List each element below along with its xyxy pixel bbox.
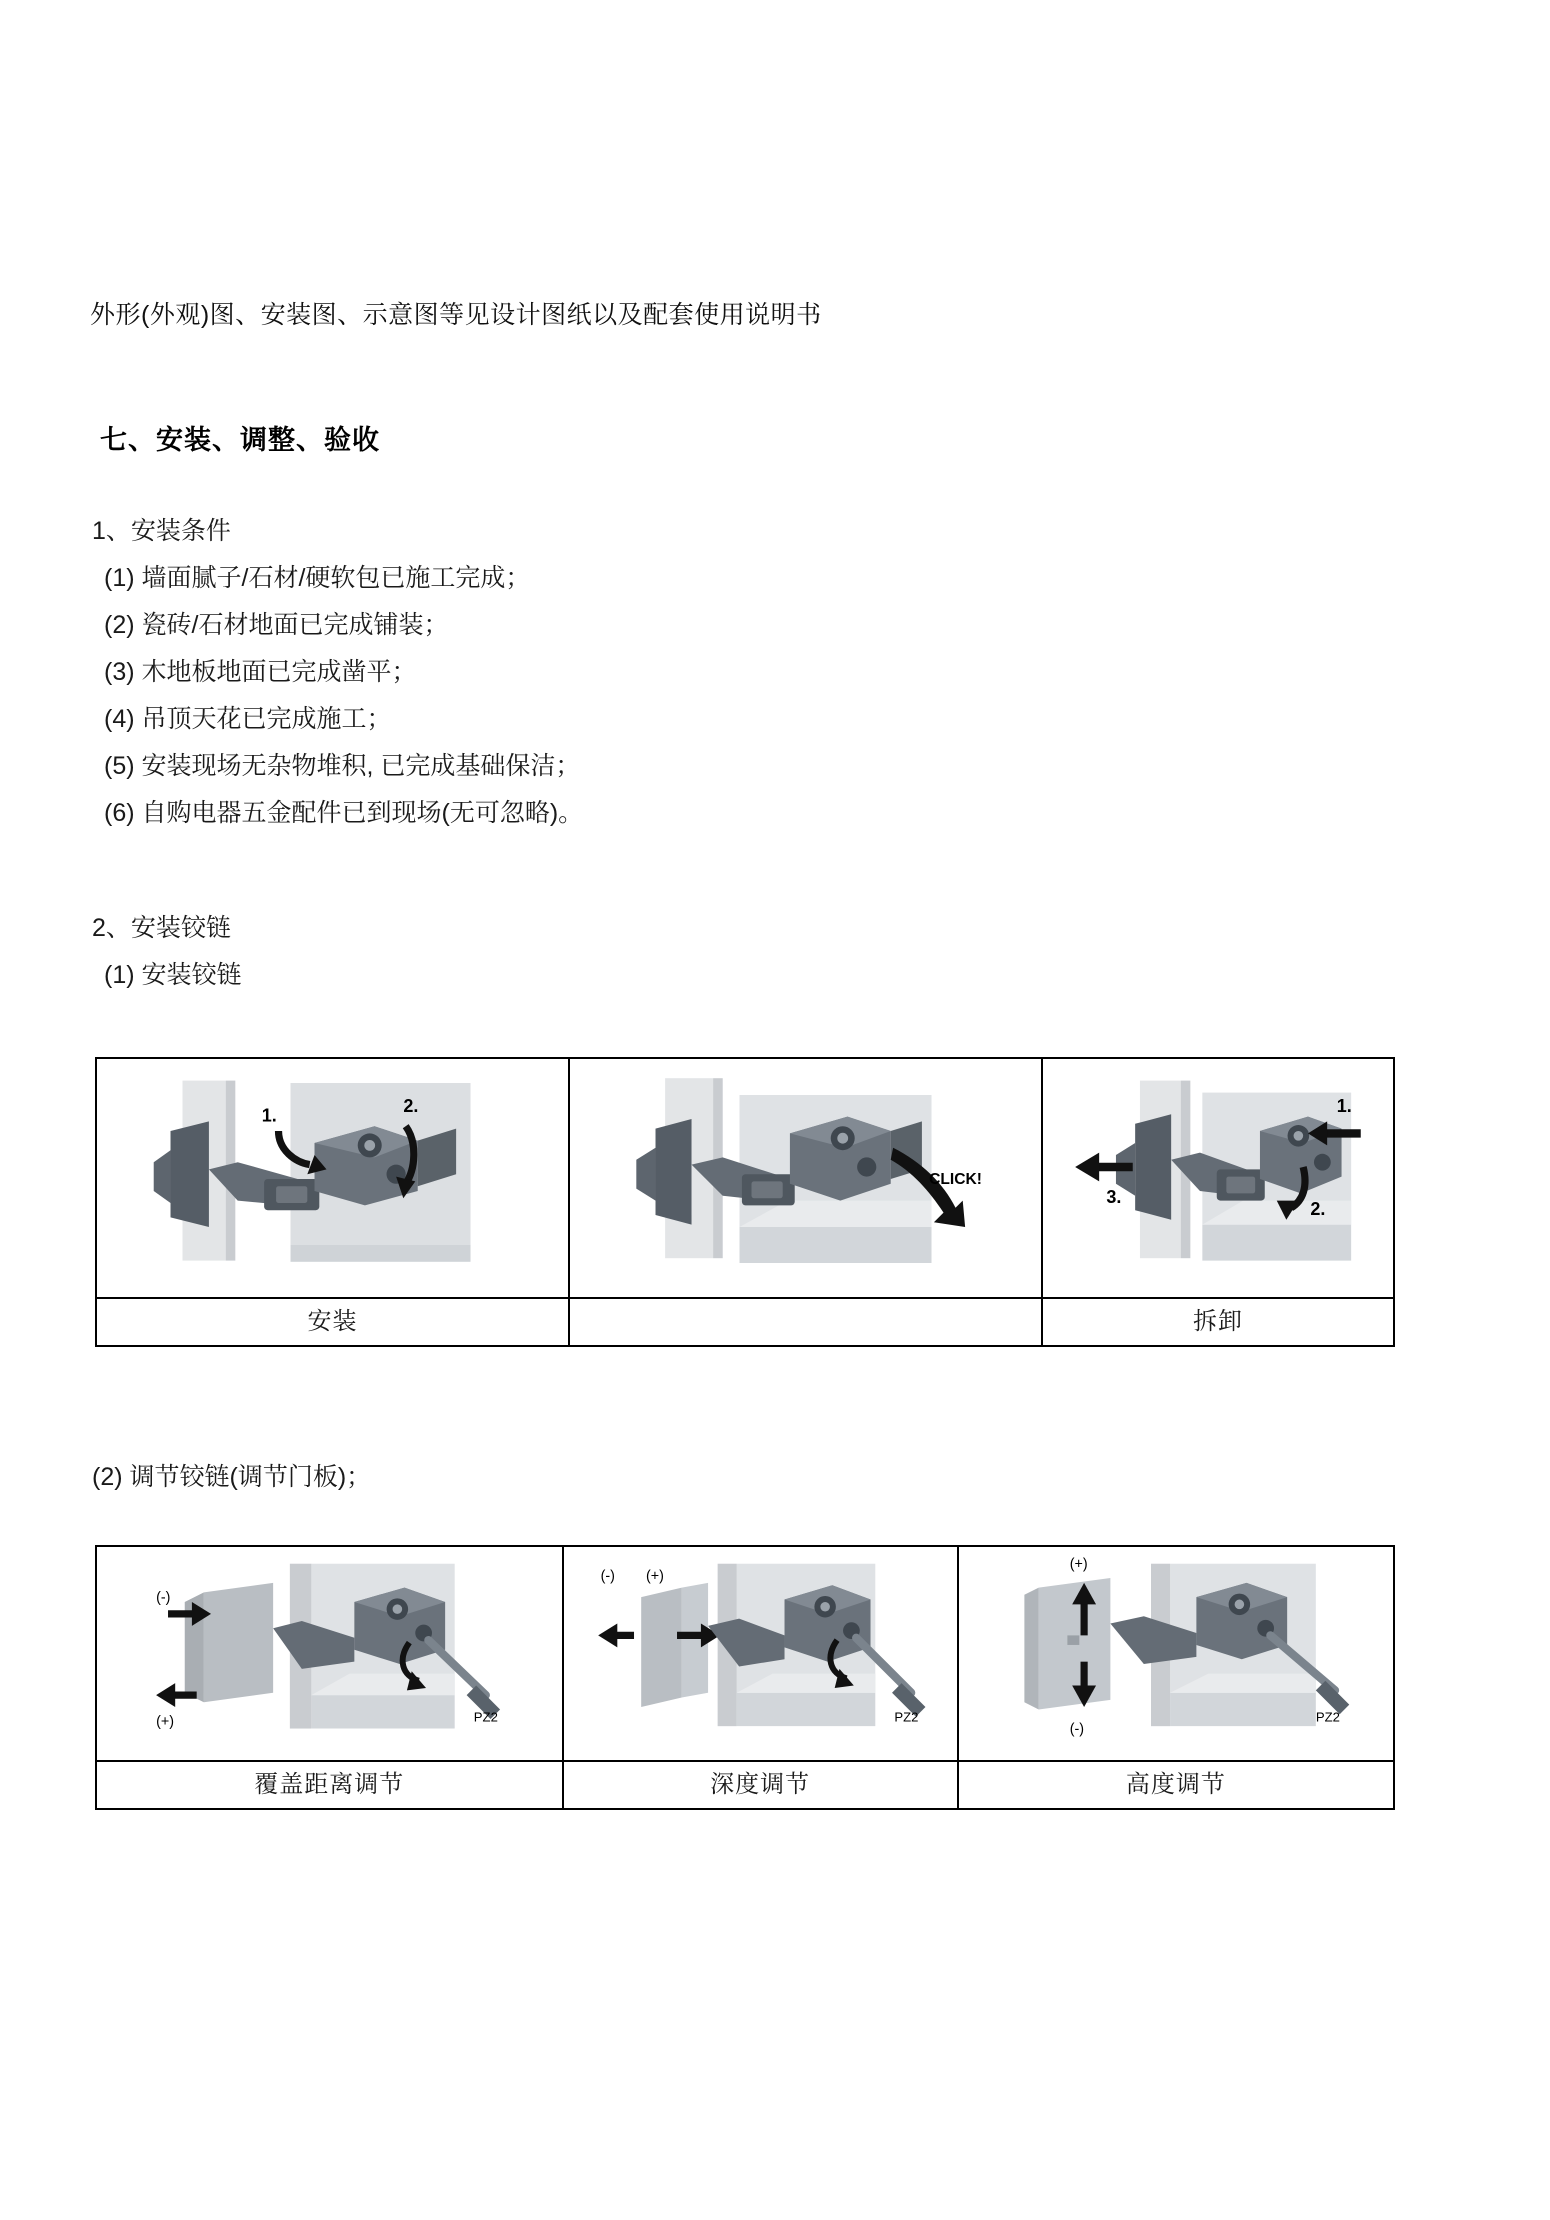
list-item: (4) 吊顶天花已完成施工； bbox=[104, 705, 392, 733]
figure-label-depth-adjust: 深度调节 bbox=[564, 1762, 959, 1808]
svg-text:(-): (-) bbox=[600, 1568, 615, 1585]
adjust-caption: (2) 调节铰链(调节门板)； bbox=[92, 1463, 372, 1491]
figure-label-empty bbox=[570, 1299, 1043, 1345]
hinge-install-step1-illustration bbox=[97, 1059, 568, 1299]
list-item: (2) 瓷砖/石材地面已完成铺装； bbox=[104, 611, 449, 639]
figure-label-overlay-adjust: 覆盖距离调节 bbox=[97, 1762, 564, 1808]
svg-text:2.: 2. bbox=[403, 1095, 419, 1116]
figure-install-labels bbox=[97, 1297, 1393, 1345]
depth-adjustment-illustration bbox=[564, 1547, 957, 1762]
figure-label-install: 安装 bbox=[97, 1299, 570, 1345]
svg-text:(+): (+) bbox=[645, 1568, 664, 1585]
list-item: (3) 木地板地面已完成凿平； bbox=[104, 658, 417, 686]
figure-label-remove: 拆卸 bbox=[1193, 1308, 1244, 1335]
svg-text:PZ2: PZ2 bbox=[473, 1709, 498, 1725]
svg-text:CLICK!: CLICK! bbox=[929, 1170, 982, 1188]
hinge-install-block bbox=[92, 905, 242, 999]
hinge-install-click-illustration bbox=[570, 1059, 1041, 1299]
hinge-install-title: 2、安装铰链 bbox=[92, 914, 231, 942]
svg-text:1.: 1. bbox=[261, 1105, 277, 1126]
svg-text:(-): (-) bbox=[1069, 1721, 1084, 1738]
figure-hinge-adjustment bbox=[95, 1545, 1395, 1810]
figure-label-height-adjust: 高度调节 bbox=[1125, 1771, 1226, 1798]
svg-text:PZ2: PZ2 bbox=[1315, 1709, 1340, 1725]
svg-text:1.: 1. bbox=[1336, 1095, 1352, 1116]
svg-text:2.: 2. bbox=[1310, 1199, 1326, 1219]
list-item: (1) 墙面腻子/石材/硬软包已施工完成； bbox=[104, 564, 531, 592]
install-conditions-block bbox=[92, 508, 583, 837]
section-heading: 七、安装、调整、验收 bbox=[100, 425, 380, 455]
svg-text:3.: 3. bbox=[1106, 1187, 1122, 1207]
figure-hinge-installation bbox=[95, 1057, 1395, 1347]
list-item: (1) 安装铰链 bbox=[104, 961, 242, 989]
figure-adjust-labels bbox=[97, 1760, 1393, 1808]
hinge-removal-illustration bbox=[1043, 1059, 1393, 1299]
svg-text:(-): (-) bbox=[156, 1589, 171, 1606]
list-item: (6) 自购电器五金配件已到现场(无可忽略)。 bbox=[104, 799, 584, 827]
height-adjustment-illustration bbox=[959, 1547, 1393, 1762]
install-conditions-title: 1、安装条件 bbox=[92, 517, 231, 545]
svg-text:(+): (+) bbox=[1069, 1556, 1088, 1573]
list-item: (5) 安装现场无杂物堆积, 已完成基础保洁； bbox=[104, 752, 581, 780]
svg-text:PZ2: PZ2 bbox=[893, 1709, 919, 1725]
overlay-adjustment-illustration bbox=[97, 1547, 562, 1762]
svg-text:(+): (+) bbox=[156, 1714, 175, 1731]
intro-line: 外形(外观)图、安装图、示意图等见设计图纸以及配套使用说明书 bbox=[90, 301, 822, 329]
